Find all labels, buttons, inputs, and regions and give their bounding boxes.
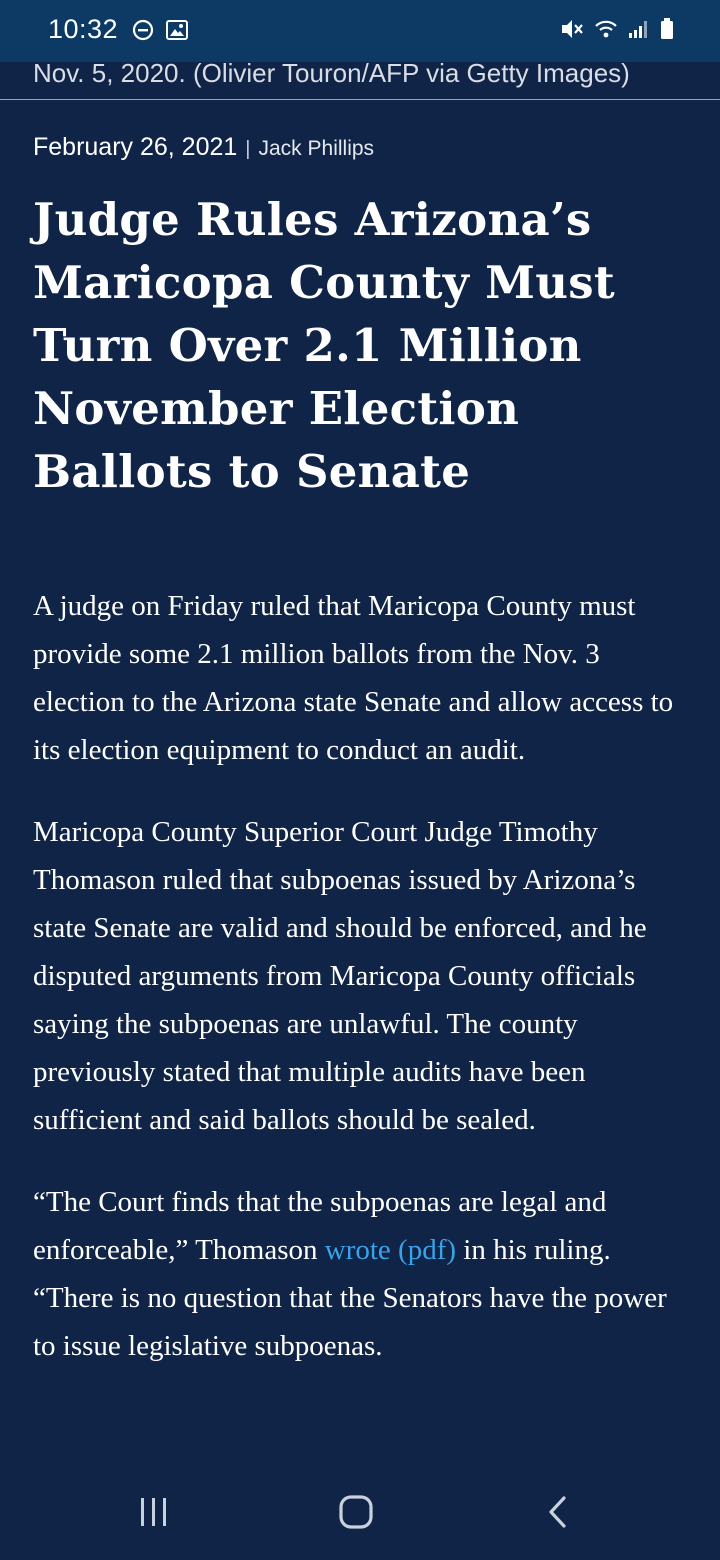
quote-text-before: “The Court finds that the subpoenas are legal and enforceable,” Thomason xyxy=(33,1186,607,1266)
quote-text-after: in his ruling. “There is no question that the Senators have the power to issue legislative subpoenas. xyxy=(33,1234,667,1362)
back-button[interactable] xyxy=(528,1494,588,1534)
battery-icon xyxy=(660,18,674,45)
status-bar xyxy=(0,0,720,62)
article-body xyxy=(33,582,693,1404)
do-not-disturb-icon xyxy=(132,19,154,46)
article-date: February 26, 2021 xyxy=(33,133,238,161)
back-icon xyxy=(546,1495,570,1533)
divider xyxy=(0,99,720,100)
article-headline: Judge Rules Arizona’s Maricopa County Must Turn Over 2.1 Million November Election Ballots to Senate xyxy=(33,193,615,498)
author-name[interactable]: Jack Phillips xyxy=(258,137,375,160)
byline xyxy=(33,133,374,162)
wifi-icon xyxy=(594,19,618,44)
byline-separator: | xyxy=(245,138,251,160)
recent-apps-button[interactable] xyxy=(124,1494,184,1534)
status-icons-left xyxy=(132,19,188,46)
signal-icon xyxy=(628,19,650,44)
article-paragraph: Maricopa County Superior Court Judge Timothy Thomason ruled that subpoenas issued by Arizona’s state Senate are valid and should be enforced, and he disputed arguments from Maricopa County officials saying the subpoenas are unlawful. The county previously stated that multiple audits have been sufficient and said ballots should be sealed. xyxy=(33,816,647,1136)
photo-caption: Nov. 5, 2020. (Olivier Touron/AFP via Getty Images) xyxy=(33,58,630,88)
mute-icon xyxy=(560,18,584,45)
image-icon xyxy=(166,20,188,45)
article-paragraph-quote xyxy=(33,1178,693,1370)
status-icons-right xyxy=(560,18,674,45)
pdf-link[interactable]: wrote (pdf) xyxy=(324,1234,457,1266)
article-paragraph: A judge on Friday ruled that Maricopa County must provide some 2.1 million ballots from the Nov. 3 election to the Arizona state Senate and allow access to its election equipment to conduct an audit. xyxy=(33,590,674,766)
recent-apps-icon xyxy=(138,1496,170,1532)
home-button[interactable] xyxy=(326,1494,386,1534)
home-icon xyxy=(339,1495,373,1533)
status-time: 10:32 xyxy=(48,14,119,44)
navigation-bar xyxy=(0,1470,720,1560)
